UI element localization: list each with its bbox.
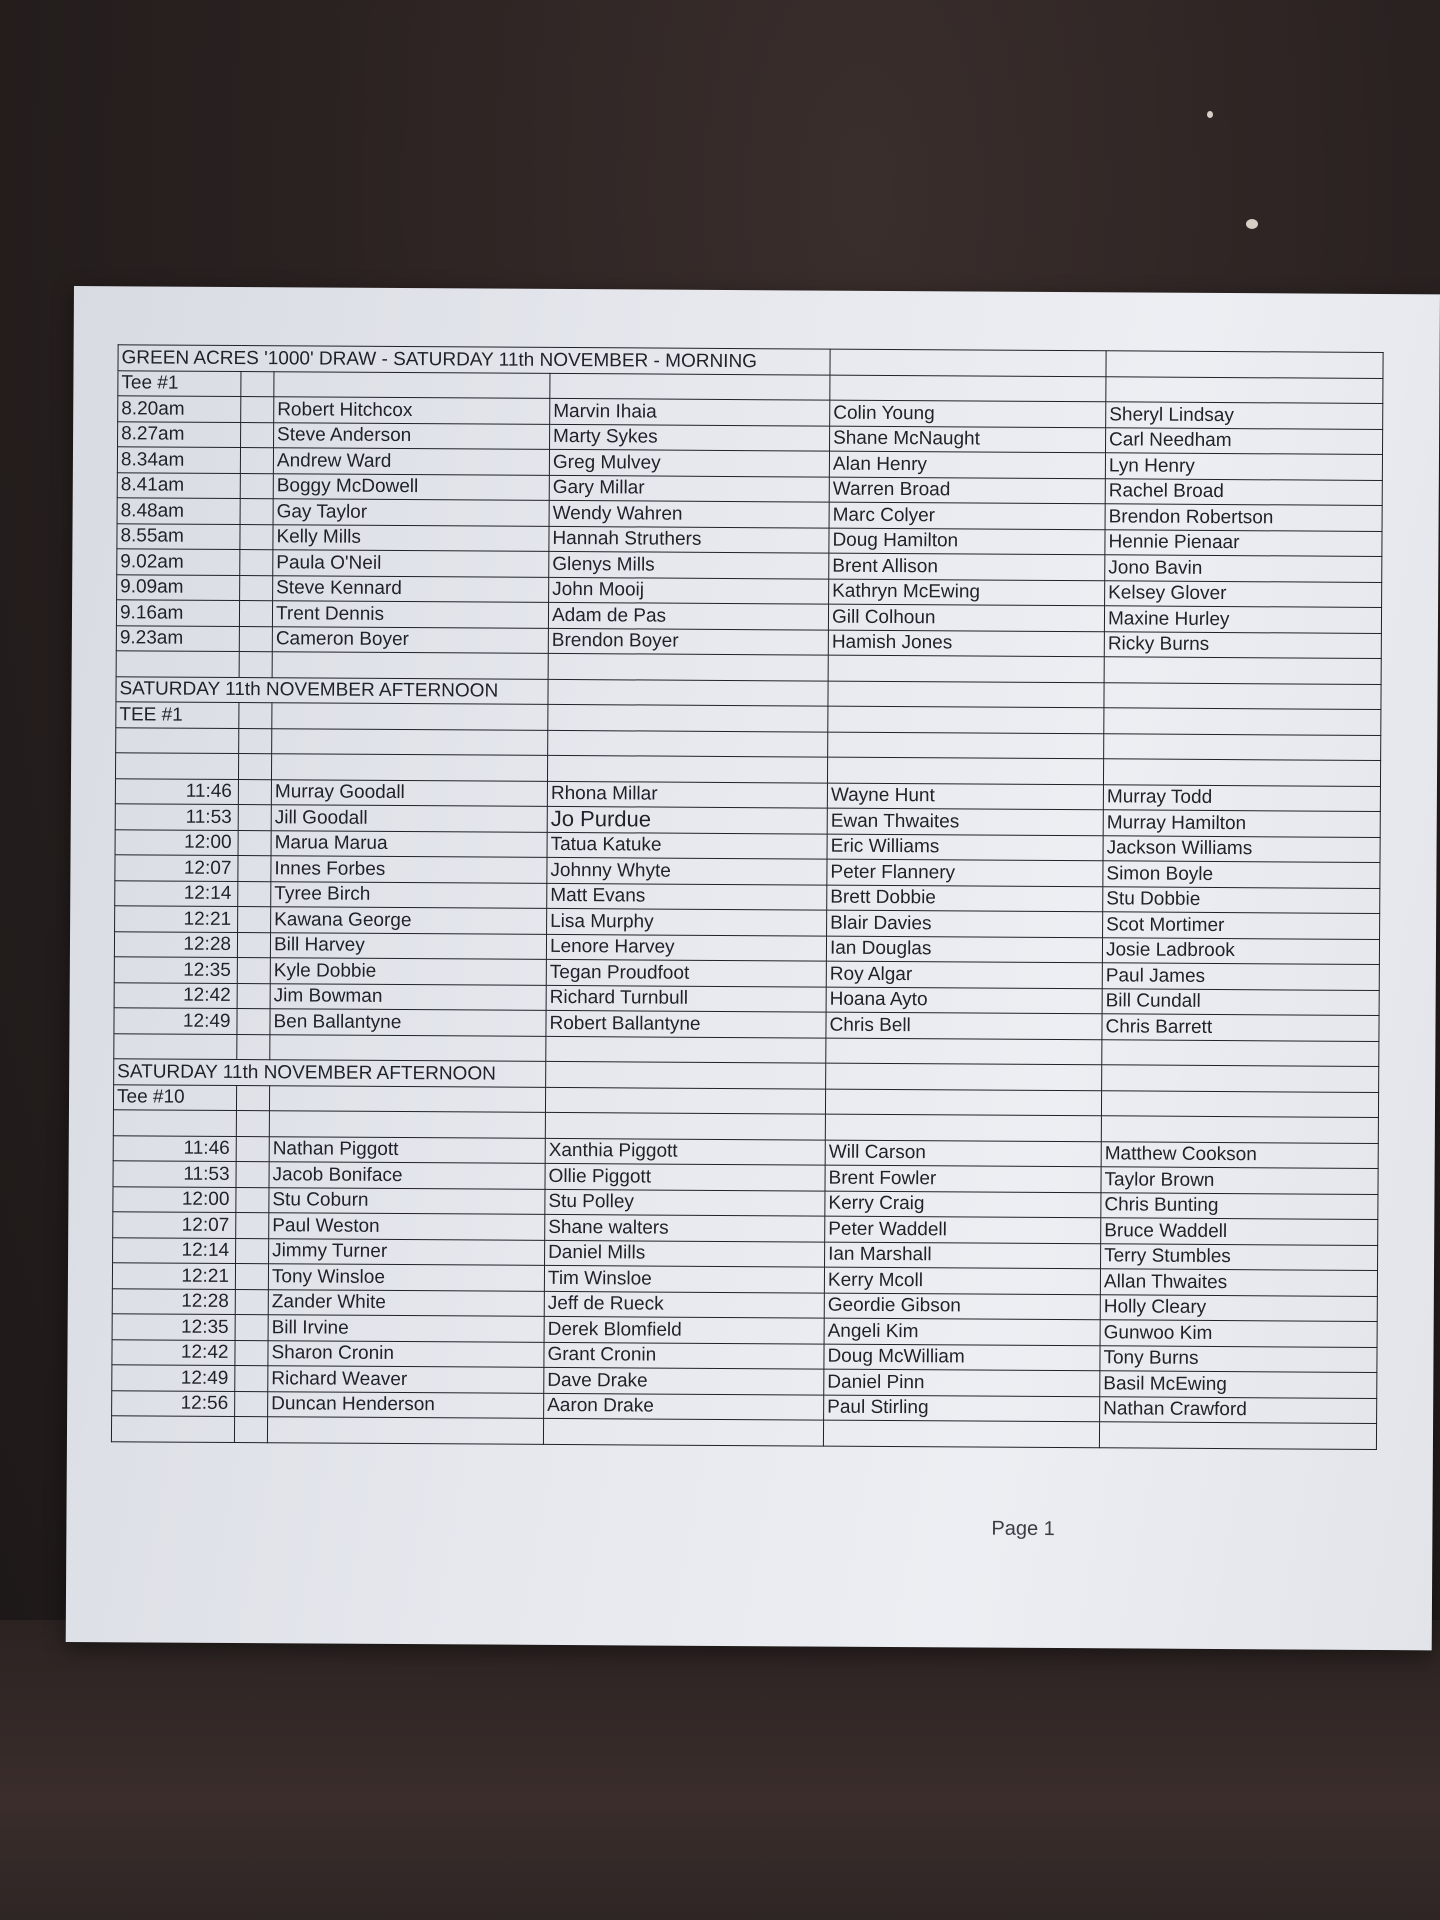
player-name: Eric Williams [827, 834, 1103, 861]
tee-label: Tee #1 [118, 370, 241, 396]
empty-cell [270, 1034, 546, 1061]
empty-cell [111, 1416, 234, 1442]
empty-cell [272, 728, 548, 755]
player-name: Murray Goodall [271, 779, 547, 806]
player-name: Shane McNaught [830, 426, 1106, 453]
player-name: Paul James [1102, 963, 1379, 990]
empty-cell [1104, 657, 1381, 684]
player-name: Matt Evans [547, 883, 827, 910]
empty-cell [1102, 1065, 1379, 1092]
player-name: Nathan Crawford [1100, 1396, 1377, 1423]
tee-time: 8.20am [118, 396, 241, 422]
player-name: Zander White [268, 1289, 544, 1316]
empty-cell [236, 1162, 269, 1188]
empty-cell [547, 755, 827, 782]
player-name: Ricky Burns [1104, 631, 1381, 658]
empty-cell [274, 371, 550, 398]
tee-time: 12:14 [113, 1237, 236, 1263]
tee-time: 8.27am [118, 421, 241, 447]
empty-cell [826, 1038, 1102, 1065]
section-title: GREEN ACRES '1000' DRAW - SATURDAY 11th NOVEMBER - MORNING [118, 345, 830, 375]
empty-cell [825, 1114, 1101, 1141]
empty-cell [235, 1391, 268, 1417]
player-name: Brent Allison [829, 553, 1105, 580]
player-name: Hoana Ayto [826, 987, 1102, 1014]
player-name: Colin Young [830, 400, 1106, 427]
tee-time: 8.34am [117, 447, 240, 473]
tee-time: 8.41am [117, 472, 240, 498]
tee-time: 9.16am [116, 600, 239, 626]
empty-cell [239, 626, 272, 652]
empty-cell [238, 881, 271, 907]
tee-time: 12:49 [112, 1365, 235, 1391]
tee-time: 12:42 [112, 1339, 235, 1365]
empty-cell [826, 1063, 1102, 1090]
player-name: Scot Mortimer [1103, 912, 1380, 939]
player-name: Adam de Pas [548, 602, 828, 629]
player-name: Aaron Drake [544, 1393, 824, 1420]
player-name: Doug Hamilton [829, 528, 1105, 555]
empty-cell [238, 907, 271, 933]
player-name: Ewan Thwaites [827, 808, 1103, 835]
player-name: Chris Barrett [1102, 1014, 1379, 1041]
empty-cell [234, 1417, 267, 1443]
player-name: Marc Colyer [829, 502, 1105, 529]
empty-cell [240, 448, 273, 474]
empty-cell [237, 983, 270, 1009]
player-name: Steve Anderson [274, 422, 550, 449]
player-name: Peter Waddell [825, 1216, 1101, 1243]
empty-cell [823, 1420, 1099, 1447]
player-name: Gill Colhoun [828, 604, 1104, 631]
player-name: Josie Ladbrook [1102, 937, 1379, 964]
player-name: Jono Bavin [1105, 555, 1382, 582]
player-name: Richard Turnbull [546, 985, 826, 1012]
player-name: Taylor Brown [1101, 1167, 1378, 1194]
empty-cell [238, 754, 271, 780]
tee-time: 12:42 [114, 982, 237, 1008]
tee-label: Tee #10 [113, 1084, 236, 1110]
player-name: Stu Coburn [269, 1187, 545, 1214]
player-name: Ian Douglas [826, 936, 1102, 963]
tee-time: 12:00 [113, 1186, 236, 1212]
empty-cell [238, 830, 271, 856]
player-name: Daniel Pinn [824, 1369, 1100, 1396]
player-name: Kelly Mills [273, 524, 549, 551]
empty-cell [235, 1315, 268, 1341]
empty-cell [548, 679, 828, 706]
tee-time: 12:35 [114, 957, 237, 983]
empty-cell [240, 575, 273, 601]
player-name: Hannah Struthers [549, 526, 829, 553]
player-name: Rachel Broad [1105, 478, 1382, 505]
player-name: Ian Marshall [825, 1242, 1101, 1269]
empty-cell [1103, 759, 1380, 786]
player-name: Murray Todd [1103, 784, 1380, 811]
tee-time: 12:21 [112, 1263, 235, 1289]
player-name: Jim Bowman [270, 983, 546, 1010]
empty-cell [236, 1085, 269, 1111]
empty-cell [236, 1238, 269, 1264]
player-name: Chris Bunting [1101, 1192, 1378, 1219]
player-name: Stu Dobbie [1103, 886, 1380, 913]
empty-cell [235, 1366, 268, 1392]
tee-time: 11:46 [113, 1135, 236, 1161]
player-name: Tegan Proudfoot [546, 959, 826, 986]
player-name: Chris Bell [826, 1012, 1102, 1039]
empty-cell [116, 727, 239, 753]
player-name: Jo Purdue [547, 806, 827, 833]
empty-cell [240, 473, 273, 499]
tee-time: 9.23am [116, 625, 239, 651]
empty-cell [235, 1264, 268, 1290]
player-name: Brett Dobbie [827, 885, 1103, 912]
empty-cell [237, 932, 270, 958]
player-name: Cameron Boyer [272, 626, 548, 653]
empty-cell [113, 1110, 236, 1136]
tee-time: 11:53 [113, 1161, 236, 1187]
player-name: Roy Algar [826, 961, 1102, 988]
empty-cell [271, 754, 547, 781]
player-name: Gary Millar [549, 475, 829, 502]
player-name: Ollie Piggott [545, 1163, 825, 1190]
empty-cell [240, 550, 273, 576]
player-name: Gay Taylor [273, 499, 549, 526]
empty-cell [828, 655, 1104, 682]
player-name: Kyle Dobbie [270, 958, 546, 985]
empty-cell [1106, 376, 1383, 403]
player-name: Shane walters [545, 1214, 825, 1241]
player-name: Nathan Piggott [269, 1136, 545, 1163]
dust-speck [1246, 219, 1258, 229]
tee-time: 8.55am [117, 523, 240, 549]
player-name: Tim Winsloe [544, 1265, 824, 1292]
player-name: Ben Ballantyne [270, 1009, 546, 1036]
empty-cell [239, 601, 272, 627]
player-name: Kerry Craig [825, 1191, 1101, 1218]
empty-cell [828, 732, 1104, 759]
player-name: Brendon Robertson [1105, 504, 1382, 531]
player-name: Blair Davies [827, 910, 1103, 937]
empty-cell [235, 1289, 268, 1315]
player-name: Hennie Pienaar [1105, 529, 1382, 556]
player-name: Tony Burns [1100, 1345, 1377, 1372]
player-name: Jacob Boniface [269, 1162, 545, 1189]
player-name: Bill Harvey [270, 932, 546, 959]
player-name: Jimmy Turner [269, 1238, 545, 1265]
empty-cell [267, 1417, 543, 1444]
tee-time: 12:07 [113, 1212, 236, 1238]
player-name: Rhona Millar [547, 781, 827, 808]
player-name: Paul Stirling [824, 1395, 1100, 1422]
tee-time: 8.48am [117, 498, 240, 524]
empty-cell [241, 397, 274, 423]
tee-time: 12:21 [115, 906, 238, 932]
player-name: Brendon Boyer [548, 628, 828, 655]
tee-time: 12:56 [112, 1390, 235, 1416]
empty-cell [237, 958, 270, 984]
tee-time: 11:53 [115, 804, 238, 830]
empty-cell [543, 1418, 823, 1445]
tee-time: 12:28 [112, 1288, 235, 1314]
player-name: Kawana George [271, 907, 547, 934]
player-name: Marty Sykes [550, 424, 830, 451]
empty-cell [827, 757, 1103, 784]
dust-speck [1207, 111, 1213, 118]
page-number: Page 1 [991, 1517, 1055, 1541]
empty-cell [239, 728, 272, 754]
empty-cell [239, 652, 272, 678]
player-name: Steve Kennard [273, 575, 549, 602]
player-name: Angeli Kim [824, 1318, 1100, 1345]
empty-cell [1104, 708, 1381, 735]
section-title: SATURDAY 11th NOVEMBER AFTERNOON [116, 676, 548, 704]
player-name: Stu Polley [545, 1189, 825, 1216]
empty-cell [238, 805, 271, 831]
empty-cell [238, 856, 271, 882]
player-name: Carl Needham [1106, 427, 1383, 454]
empty-cell [1101, 1116, 1378, 1143]
player-name: Jeff de Rueck [544, 1291, 824, 1318]
player-name: Sheryl Lindsay [1106, 402, 1383, 429]
empty-cell [238, 779, 271, 805]
player-name: Geordie Gibson [824, 1293, 1100, 1320]
player-name: Kerry Mcoll [824, 1267, 1100, 1294]
player-name: Tatua Katuke [547, 832, 827, 859]
player-name: Daniel Mills [545, 1240, 825, 1267]
player-name: Wendy Wahren [549, 500, 829, 527]
empty-cell [116, 651, 239, 677]
empty-cell [548, 653, 828, 680]
empty-cell [272, 703, 548, 730]
player-name: Greg Mulvey [549, 449, 829, 476]
player-name: Wayne Hunt [827, 783, 1103, 810]
player-name: Paul Weston [269, 1213, 545, 1240]
empty-cell [115, 753, 238, 779]
empty-cell [240, 499, 273, 525]
player-name: Lisa Murphy [547, 908, 827, 935]
empty-cell [240, 524, 273, 550]
player-name: Richard Weaver [268, 1366, 544, 1393]
player-name: Terry Stumbles [1101, 1243, 1378, 1270]
player-name: Basil McEwing [1100, 1371, 1377, 1398]
empty-cell [114, 1033, 237, 1059]
player-name: Marua Marua [271, 830, 547, 857]
player-name: Lyn Henry [1105, 453, 1382, 480]
empty-cell [830, 375, 1106, 402]
player-name: Lenore Harvey [546, 934, 826, 961]
player-name: Warren Broad [829, 477, 1105, 504]
player-name: Will Carson [825, 1140, 1101, 1167]
player-name: Trent Dennis [272, 601, 548, 628]
empty-cell [1104, 733, 1381, 760]
tee-time: 9.02am [117, 549, 240, 575]
empty-cell [828, 681, 1104, 708]
printed-sheet [66, 286, 1440, 1650]
tee-time: 12:07 [115, 855, 238, 881]
player-name: Tyree Birch [271, 881, 547, 908]
tee-time: 12:49 [114, 1008, 237, 1034]
empty-cell [545, 1087, 825, 1114]
empty-cell [241, 371, 274, 397]
player-name: Robert Hitchcox [274, 397, 550, 424]
player-name: Paula O'Neil [273, 550, 549, 577]
empty-cell [239, 703, 272, 729]
player-name: Kathryn McEwing [829, 579, 1105, 606]
player-name: Maxine Hurley [1104, 606, 1381, 633]
player-name: Brent Fowler [825, 1165, 1101, 1192]
player-name: Murray Hamilton [1103, 810, 1380, 837]
empty-cell [236, 1213, 269, 1239]
player-name: Bill Cundall [1102, 988, 1379, 1015]
tee-label: TEE #1 [116, 702, 239, 728]
empty-cell [269, 1111, 545, 1138]
player-name: Marvin Ihaia [550, 398, 830, 425]
empty-cell [548, 704, 828, 731]
empty-cell [548, 730, 828, 757]
empty-cell [1106, 351, 1383, 378]
player-name: Matthew Cookson [1101, 1141, 1378, 1168]
tee-time: 12:14 [115, 880, 238, 906]
player-name: Hamish Jones [828, 630, 1104, 657]
player-name: Jill Goodall [271, 805, 547, 832]
empty-cell [235, 1340, 268, 1366]
empty-cell [236, 1136, 269, 1162]
empty-cell [237, 1009, 270, 1035]
player-name: Innes Forbes [271, 856, 547, 883]
empty-cell [546, 1036, 826, 1063]
player-name: Simon Boyle [1103, 861, 1380, 888]
player-name: Allan Thwaites [1100, 1269, 1377, 1296]
player-name: Andrew Ward [273, 448, 549, 475]
empty-cell [825, 1089, 1101, 1116]
section-title: SATURDAY 11th NOVEMBER AFTERNOON [114, 1059, 546, 1087]
empty-cell [1099, 1422, 1376, 1449]
player-name: Kelsey Glover [1105, 580, 1382, 607]
empty-cell [236, 1187, 269, 1213]
table-surface [0, 1620, 1440, 1920]
player-name: Johnny Whyte [547, 857, 827, 884]
player-name: Bruce Waddell [1101, 1218, 1378, 1245]
player-name: Boggy McDowell [273, 473, 549, 500]
tee-time: 12:35 [112, 1314, 235, 1340]
empty-cell [1102, 1039, 1379, 1066]
player-name: Alan Henry [829, 451, 1105, 478]
empty-cell [546, 1061, 826, 1088]
empty-cell [1101, 1090, 1378, 1117]
tee-time: 11:46 [115, 778, 238, 804]
tee-draw-table [111, 344, 1384, 1449]
tee-time: 9.09am [117, 574, 240, 600]
player-name: Peter Flannery [827, 859, 1103, 886]
empty-cell [830, 349, 1106, 376]
player-name: Holly Cleary [1100, 1294, 1377, 1321]
player-name: Dave Drake [544, 1367, 824, 1394]
empty-cell [550, 373, 830, 400]
tee-time: 12:28 [114, 931, 237, 957]
player-name: Gunwoo Kim [1100, 1320, 1377, 1347]
player-name: Xanthia Piggott [545, 1138, 825, 1165]
player-name: Duncan Henderson [268, 1391, 544, 1418]
tee-time: 12:00 [115, 829, 238, 855]
empty-cell [1104, 682, 1381, 709]
empty-cell [236, 1111, 269, 1137]
player-name: Doug McWilliam [824, 1344, 1100, 1371]
player-name: Robert Ballantyne [546, 1010, 826, 1037]
empty-cell [545, 1112, 825, 1139]
player-name: Derek Blomfield [544, 1316, 824, 1343]
player-name: Grant Cronin [544, 1342, 824, 1369]
player-name: Bill Irvine [268, 1315, 544, 1342]
player-name: Sharon Cronin [268, 1340, 544, 1367]
empty-cell [828, 706, 1104, 733]
player-name: Tony Winsloe [268, 1264, 544, 1291]
empty-cell [269, 1085, 545, 1112]
empty-cell [272, 652, 548, 679]
player-name: Glenys Mills [549, 551, 829, 578]
player-name: Jackson Williams [1103, 835, 1380, 862]
empty-cell [237, 1034, 270, 1060]
empty-cell [241, 422, 274, 448]
player-name: John Mooij [549, 577, 829, 604]
